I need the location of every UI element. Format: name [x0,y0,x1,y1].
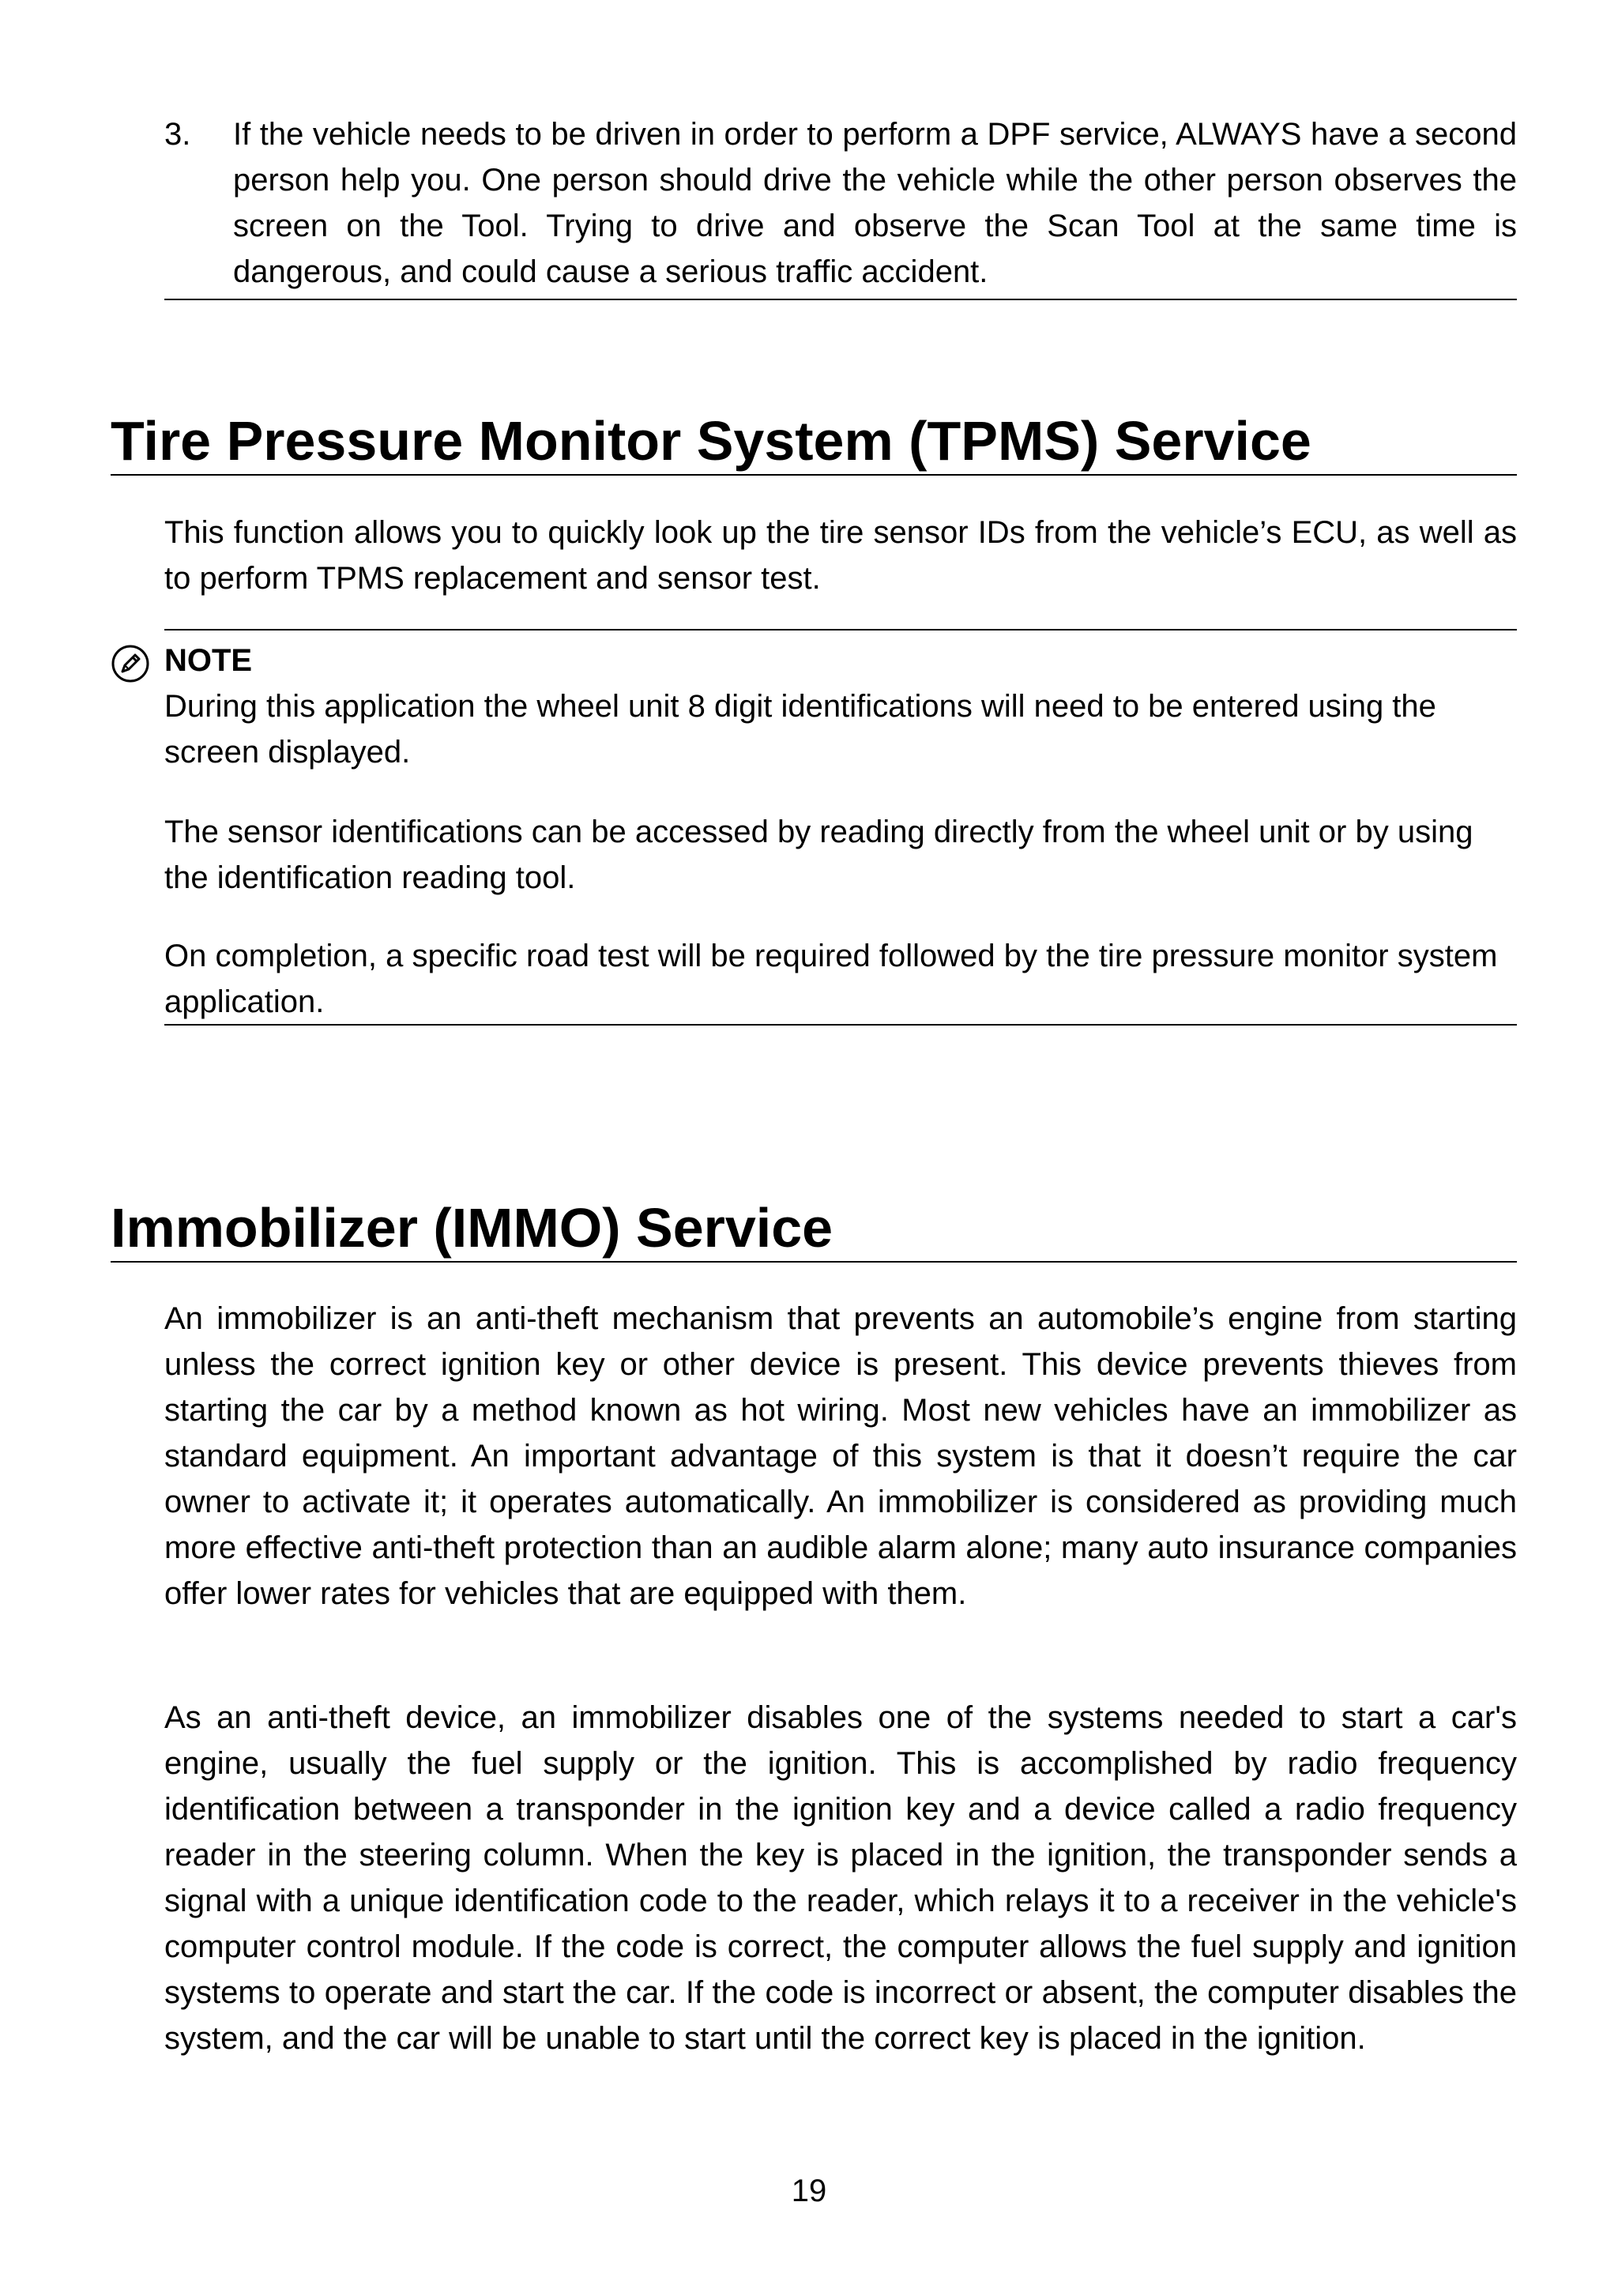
page-number: 19 [791,2174,827,2208]
tpms-intro-paragraph: This function allows you to quickly look up the tire sensor IDs from the vehicle’s ECU, as well as to perform TPMS replacement and sensor test. [164,515,1517,596]
note-paragraph: On completion, a specific road test will be required followed by the tire pressure monitor system application. [164,939,1498,1019]
note-top-divider [164,629,1517,630]
section-heading-immo: Immobilizer (IMMO) Service [111,1197,833,1259]
section-heading-tpms: Tire Pressure Monitor System (TPMS) Service [111,410,1311,472]
heading-underline [111,1261,1517,1263]
note-label: NOTE [164,643,253,678]
note-bottom-divider [164,1024,1517,1026]
section-divider [164,299,1517,300]
list-item-text: If the vehicle needs to be driven in order to perform a DPF service, ALWAYS have a second person help you. One person should drive the vehicle while the other person observes the screen on the Tool. Trying to drive and observe the Scan Tool at the same time is dangerous, and could cause a serious traffic accident. [233,117,1517,289]
pencil-icon [111,644,150,683]
immo-paragraph: As an anti-theft device, an immobilizer disables one of the systems needed to start a car's engine, usually the fuel supply or the ignition. This is accomplished by radio frequency identification between a transponder in the ignition key and a device called a radio frequency reader in the steering column. When the key is placed in the ignition, the transponder sends a signal with a unique identification code to the reader, which relays it to a receiver in the vehicle's computer control module. If the code is correct, the computer allows the fuel supply and ignition systems to operate and start the car. If the code is incorrect or absent, the computer disables the system, and the car will be unable to start until the correct key is placed in the ignition. [164,1700,1517,2056]
note-paragraph: The sensor identifications can be accessed by reading directly from the wheel unit or by using the identification reading tool. [164,815,1473,895]
heading-underline [111,474,1517,476]
immo-paragraph: An immobilizer is an anti-theft mechanism that prevents an automobile’s engine from starting unless the correct ignition key or other device is present. This device prevents thieves from starting the car by a method known as hot wiring. Most new vehicles have an immobilizer as standard equipment. An important advantage of this system is that it doesn’t require the car owner to activate it; it operates automatically. An immobilizer is considered as providing much more effective anti-theft protection than an audible alarm alone; many auto insurance companies offer lower rates for vehicles that are equipped with them. [164,1301,1517,1611]
list-item-number: 3. [164,117,191,152]
note-paragraph: During this application the wheel unit 8 digit identifications will need to be entered using the screen displayed. [164,689,1436,770]
